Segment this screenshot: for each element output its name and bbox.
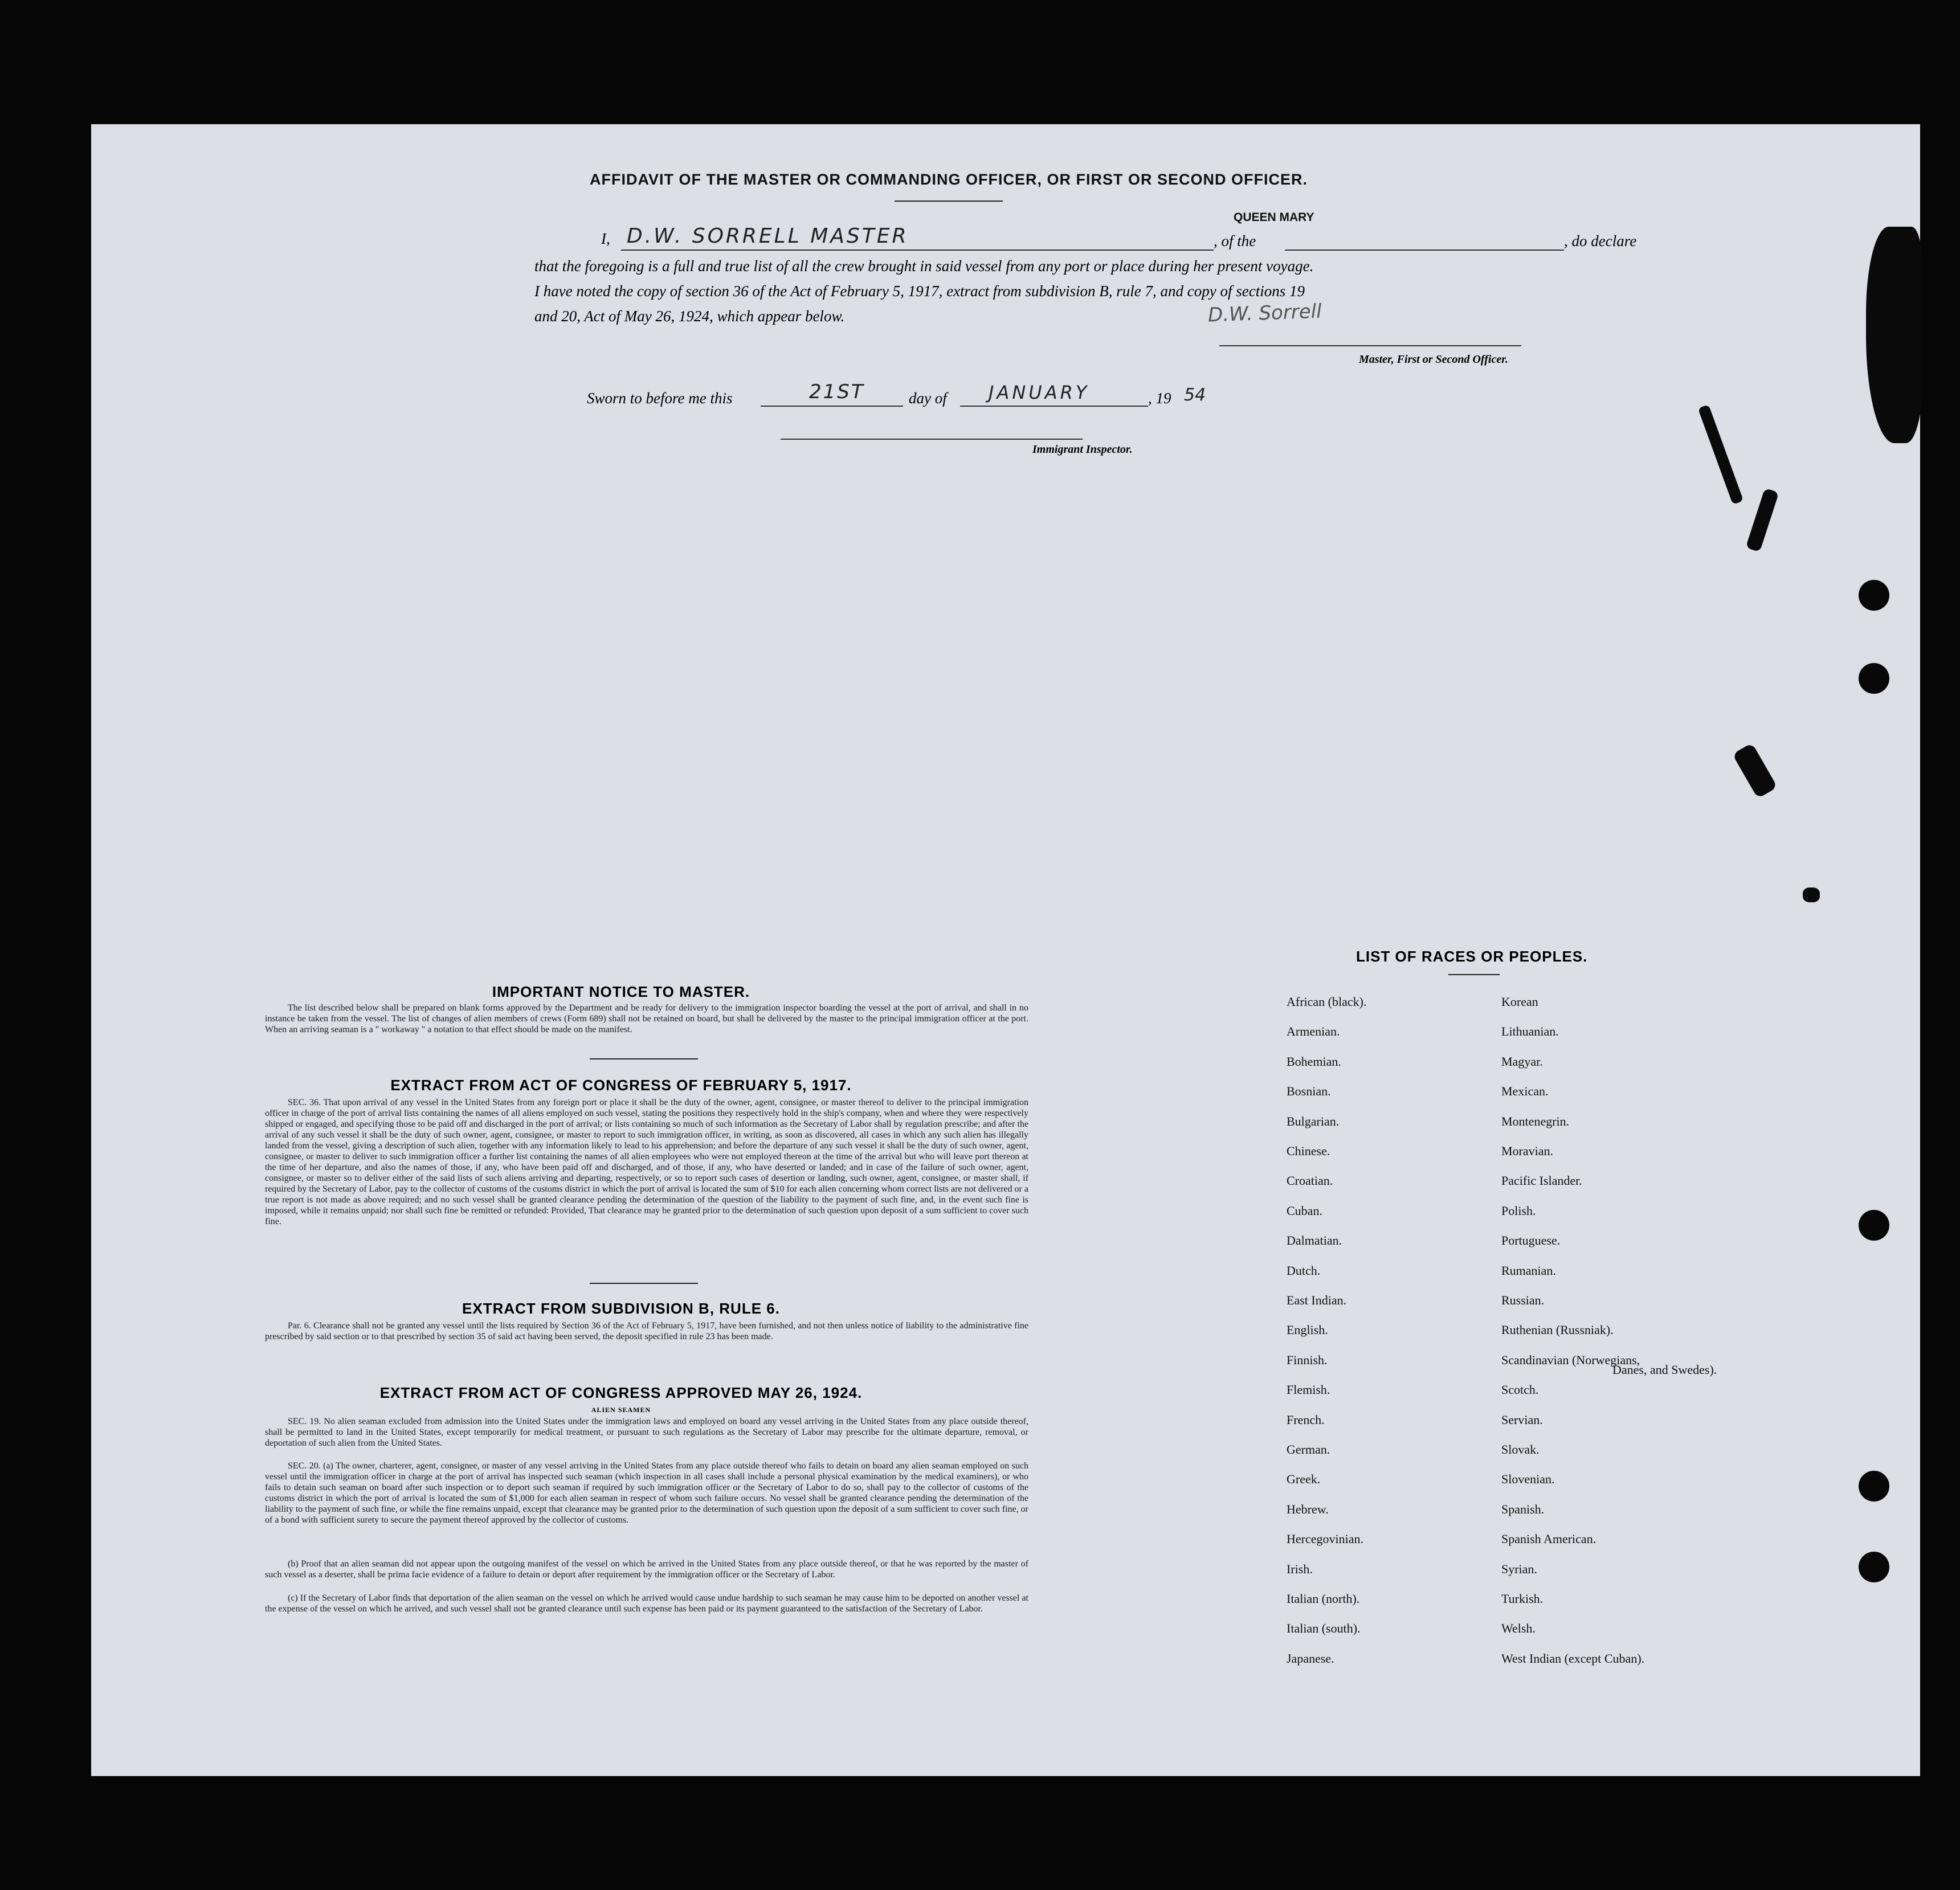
race-item: Japanese. bbox=[1287, 1651, 1334, 1666]
i-label: I, bbox=[601, 230, 610, 247]
extract-1924-title: EXTRACT FROM ACT OF CONGRESS APPROVED MAY 26, 1924. bbox=[379, 1384, 863, 1401]
race-item: Scandinavian (Norwegians, bbox=[1501, 1352, 1640, 1367]
race-item: Finnish. bbox=[1287, 1352, 1328, 1367]
race-item: Hercegovinian. bbox=[1287, 1532, 1363, 1547]
race-item: Bohemian. bbox=[1287, 1054, 1341, 1069]
extract-1924-sec20a: SEC. 20. (a) The owner, charterer, agent, consignee, or master of any vessel arriving in the United States from any place outside thereof who fails to detain on board any alien seaman employed on such vessel until the immigration officer in charge at the port of arrival has inspected such seaman (which inspection in all cases shall include a personal physical examination by the medical examiners), or who fails to detain such seaman on board after such inspection or to deport such seaman if required by such immigration officer or the Secretary of Labor to do so, shall pay to the collector of customs of the customs district in which the port of arrival is located the sum of $1,000 for each alien seaman in respect of whom such failure occurs. No vessel shall be granted clearance pending the determination of the liability to the payment of such fine, or while the fine remains unpaid, except that clearance may be granted prior to the determination of such question upon the deposit of a sum sufficient to cover such fine, or of a bond with sufficient surety to secure the payment thereof approved by the collector of customs. bbox=[265, 1461, 1028, 1525]
race-item: Montenegrin. bbox=[1501, 1114, 1570, 1128]
punch-hole bbox=[1859, 580, 1889, 611]
race-item: Spanish American. bbox=[1501, 1532, 1596, 1547]
punch-hole bbox=[1859, 663, 1889, 694]
title-underline bbox=[895, 201, 1003, 202]
race-item: Magyar. bbox=[1501, 1054, 1543, 1069]
affidavit-title: AFFIDAVIT OF THE MASTER OR COMMANDING OFFICER, OR FIRST OR SECOND OFFICER. bbox=[590, 171, 1308, 188]
notice-divider bbox=[590, 1058, 698, 1059]
race-item: Greek. bbox=[1287, 1472, 1321, 1487]
race-item: English. bbox=[1287, 1323, 1328, 1337]
inspector-line bbox=[781, 439, 1083, 440]
race-item: Dutch. bbox=[1287, 1263, 1321, 1278]
affidavit-body-line1: that the foregoing is a full and true list of all the crew brought in said vessel from any port or place during her present voyage. bbox=[534, 257, 1314, 275]
race-item: Chinese. bbox=[1287, 1144, 1330, 1158]
ink-blot-artifact bbox=[1866, 227, 1923, 443]
race-item: Korean bbox=[1501, 995, 1538, 1009]
extract-1917-divider bbox=[590, 1283, 698, 1284]
document-page bbox=[91, 124, 1920, 1776]
race-item: Turkish. bbox=[1501, 1592, 1544, 1606]
race-item: Croatian. bbox=[1287, 1173, 1333, 1188]
punch-hole bbox=[1859, 1210, 1889, 1241]
year-handwritten: 54 bbox=[1184, 385, 1206, 405]
race-item: French. bbox=[1287, 1412, 1325, 1427]
race-item: Scotch. bbox=[1501, 1382, 1539, 1397]
race-item: East Indian. bbox=[1287, 1293, 1347, 1307]
extract-1924-subtitle: ALIEN SEAMEN bbox=[591, 1406, 651, 1414]
race-item: Irish. bbox=[1287, 1561, 1313, 1576]
vessel-name: QUEEN MARY bbox=[1234, 211, 1314, 224]
declarant-handwritten: D.W. SORRELL MASTER bbox=[627, 224, 909, 248]
extract-1917-text: SEC. 36. That upon arrival of any vessel in the United States from any foreign port or place it shall be the duty of the owner, agent, consignee, or master thereof to deliver to the principal immigration officer in charge of the port of arrival lists containing the names of all aliens employed on such vessel, stating the positions they respectively hold in the ship's company, when and where they were respectively shipped or engaged, and specifying those to be paid off and discharged in the port of arrival; or lists containing so much of such information as the Secretary of Labor shall by regulation prescribe; and after the arrival of any such vessel it shall be the duty of such owner, agent, consignee, or master to report to such immigration officer, in writing, as soon as discovered, all cases in which any such alien has illegally landed from the vessel, giving a description of such alien, together with any information likely to lead to his apprehension; and before the departure of any such vessel it shall be the duty of such owner, agent, consignee, or master to deliver to such immigration officer a further list containing the names of all alien employees who were not employed thereon at the time of the arrival but who will leave port thereon at the time of her departure, and also the names of those, if any, who have been paid off and discharged, and of those, if any, who have deserted or landed; and in case of the failure of such owner, agent, consignee, or master so to deliver either of the said lists of such aliens arriving and departing, respectively, or so to report such cases of desertion or landing, such owner, agent, consignee, or master shall, if required by the Secretary of Labor, pay to the collector of customs of the customs district in which the port of arrival is located the sum of $10 for each alien concerning whom correct lists are not delivered or a true report is not made as above required; and no such vessel shall be granted clearance pending the determination of the question of the liability to the payment of such fine, and, in the event such fine is imposed, while it remains unpaid; nor shall such fine be remitted or refunded: Provided, That clearance may be granted prior to the determination of such question upon deposit of a sum sufficient to cover such fine. bbox=[265, 1098, 1028, 1226]
race-item: Dalmatian. bbox=[1287, 1233, 1342, 1248]
race-item: Rumanian. bbox=[1501, 1263, 1556, 1278]
race-item: Italian (north). bbox=[1287, 1592, 1360, 1606]
notice-text: The list described below shall be prepared on blank forms approved by the Department and be ready for delivery to the immigration inspector boarding the vessel at the port of arrival, and shall in no instance be taken from the vessel. The list of changes of alien members of crews (Form 689) shall not be retained on board, but shall be delivered by the master to the principal immigration officer at the port. When an arriving seaman is a " workaway " a notation to that effect should be made on the manifest. bbox=[265, 1003, 1028, 1034]
race-item: Flemish. bbox=[1287, 1382, 1330, 1397]
punch-hole bbox=[1859, 1552, 1889, 1582]
subdivision-b-text: Par. 6. Clearance shall not be granted any vessel until the lists required by Section 36 of the Act of February 5, 1917, have been furnished, and not then unless notice of liability to the administrative fine prescribed by said section or to that prescribed by section 35 of said act having been served, the deposit specified in rule 23 has been made. bbox=[265, 1321, 1028, 1341]
race-item: Armenian. bbox=[1287, 1024, 1340, 1039]
affidavit-body-line2: I have noted the copy of section 36 of the Act of February 5, 1917, extract from subdivision B, rule 7, and copy of sections 19 bbox=[534, 283, 1305, 300]
ink-speck-artifact bbox=[1698, 404, 1743, 505]
declarant-line bbox=[621, 249, 1214, 251]
race-item: Servian. bbox=[1501, 1412, 1543, 1427]
race-item: Syrian. bbox=[1501, 1561, 1537, 1576]
ink-speck-artifact bbox=[1803, 887, 1820, 902]
race-item: Welsh. bbox=[1501, 1621, 1536, 1636]
race-item: Slovenian. bbox=[1501, 1472, 1555, 1487]
race-item: Russian. bbox=[1501, 1293, 1545, 1307]
sworn-prefix: Sworn to before me this bbox=[587, 390, 733, 407]
month-handwritten: JANUARY bbox=[989, 382, 1090, 403]
day-handwritten: 21ST bbox=[809, 381, 865, 403]
race-item: Bosnian. bbox=[1287, 1084, 1331, 1099]
extract-1924-sec19: SEC. 19. No alien seaman excluded from admission into the United States under the immigration laws and employed on board any vessel arriving in the United States from any place outside thereof, shall be permitted to land in the United States, except temporarily for medical treatment, or pursuant to such regulations as the Secretary of Labor may prescribe for the ultimate departure, removal, or deportation of such alien from the United States. bbox=[265, 1417, 1028, 1448]
ink-speck-artifact bbox=[1732, 743, 1778, 799]
race-continuation: Danes, and Swedes). bbox=[1612, 1363, 1717, 1377]
race-item: West Indian (except Cuban). bbox=[1501, 1651, 1645, 1666]
race-item: Portuguese. bbox=[1501, 1233, 1561, 1248]
race-item: Pacific Islander. bbox=[1501, 1173, 1582, 1188]
do-declare-label: , do declare bbox=[1564, 232, 1637, 249]
affidavit-body-line3: and 20, Act of May 26, 1924, which appear below. bbox=[534, 308, 845, 325]
year-prefix: , 19 bbox=[1148, 390, 1171, 407]
punch-hole bbox=[1859, 1471, 1889, 1502]
notice-title: IMPORTANT NOTICE TO MASTER. bbox=[492, 983, 750, 1000]
race-item: African (black). bbox=[1287, 995, 1367, 1009]
race-item: Moravian. bbox=[1501, 1144, 1554, 1158]
day-of-label: day of bbox=[909, 390, 947, 407]
ink-speck-artifact bbox=[1746, 488, 1779, 553]
day-line bbox=[761, 406, 903, 407]
signature-handwritten: D.W. Sorrell bbox=[1207, 300, 1322, 327]
race-item: Polish. bbox=[1501, 1203, 1536, 1218]
races-title: LIST OF RACES OR PEOPLES. bbox=[1356, 948, 1588, 965]
race-item: Ruthenian (Russniak). bbox=[1501, 1323, 1614, 1337]
subdivision-b-title: EXTRACT FROM SUBDIVISION B, RULE 6. bbox=[462, 1300, 780, 1317]
extract-1917-title: EXTRACT FROM ACT OF CONGRESS OF FEBRUARY 5, 1917. bbox=[390, 1077, 852, 1094]
of-the-label: , of the bbox=[1214, 232, 1256, 249]
race-item: Cuban. bbox=[1287, 1203, 1322, 1218]
race-item: Spanish. bbox=[1501, 1502, 1545, 1516]
month-line bbox=[960, 406, 1148, 407]
extract-1924-sec20c: (c) If the Secretary of Labor finds that deportation of the alien seaman on the vessel on which he arrived would cause undue hardship to such seaman he may cause him to be deported on another vessel at the expense of the vessel on which he arrived, and such vessel shall not be granted clearance until such expense has been paid or its payment guaranteed to the satisfaction of the Secretary of Labor. bbox=[265, 1593, 1028, 1614]
race-item: Hebrew. bbox=[1287, 1502, 1329, 1516]
inspector-caption: Immigrant Inspector. bbox=[1032, 443, 1133, 456]
race-item: Bulgarian. bbox=[1287, 1114, 1340, 1128]
race-item: Lithuanian. bbox=[1501, 1024, 1559, 1039]
races-title-underline bbox=[1448, 974, 1500, 975]
extract-1924-sec20b: (b) Proof that an alien seaman did not appear upon the outgoing manifest of the vessel on which he arrived in the United States from any place outside thereof, or that he was reported by the master of such vessel as a deserter, shall be prima facie evidence of a failure to detain or deport after requirement by the immigration officer or the Secretary of Labor. bbox=[265, 1559, 1028, 1580]
race-item: Mexican. bbox=[1501, 1084, 1549, 1099]
vessel-line bbox=[1285, 249, 1564, 251]
signature-caption: Master, First or Second Officer. bbox=[1359, 353, 1508, 366]
race-item: German. bbox=[1287, 1442, 1330, 1457]
race-item: Slovak. bbox=[1501, 1442, 1540, 1457]
signature-line bbox=[1219, 345, 1521, 346]
race-item: Italian (south). bbox=[1287, 1621, 1361, 1636]
